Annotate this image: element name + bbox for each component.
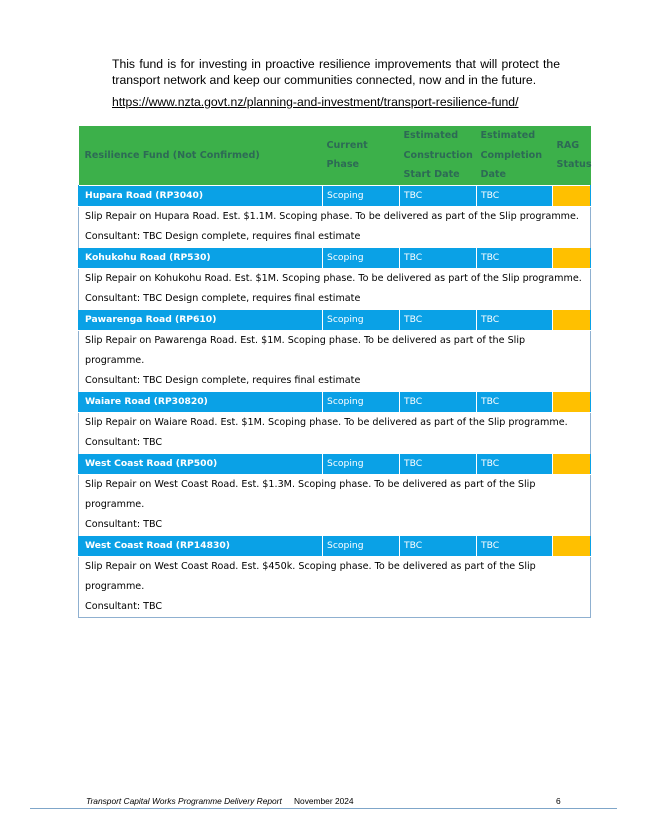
project-name: Kohukohu Road (RP530) [79, 247, 323, 268]
project-start: TBC [400, 391, 477, 412]
project-start: TBC [400, 185, 477, 206]
project-phase: Scoping [323, 391, 400, 412]
project-row [79, 535, 591, 556]
resilience-fund-link[interactable]: https://www.nzta.govt.nz/planning-and-investment/transport-resilience-fund/ [112, 95, 519, 109]
project-name: West Coast Road (RP14830) [79, 535, 323, 556]
project-row [79, 391, 591, 412]
project-description: Slip Repair on Kohukohu Road. Est. $1M. Scoping phase. To be delivered as part of the Slip programme. [85, 272, 582, 284]
project-row [79, 247, 591, 268]
project-name: Pawarenga Road (RP610) [79, 309, 323, 330]
project-description: Slip Repair on West Coast Road. Est. $1.3M. Scoping phase. To be delivered as part of the Slip programme. [85, 478, 536, 510]
project-description-row [79, 330, 591, 391]
footer-divider [30, 808, 617, 809]
project-description-row [79, 268, 591, 309]
footer-date: November 2024 [294, 796, 354, 806]
project-description-row [79, 206, 591, 247]
project-description-row [79, 412, 591, 453]
rag-status-indicator [553, 391, 591, 412]
rag-status-indicator [553, 453, 591, 474]
project-name: Waiare Road (RP30820) [79, 391, 323, 412]
project-phase: Scoping [323, 185, 400, 206]
project-consultant: Consultant: TBC [85, 518, 163, 530]
project-phase: Scoping [323, 535, 400, 556]
project-completion: TBC [477, 391, 553, 412]
project-consultant: Consultant: TBC [85, 436, 163, 448]
project-start: TBC [400, 309, 477, 330]
project-phase: Scoping [323, 453, 400, 474]
project-row [79, 309, 591, 330]
project-phase: Scoping [323, 247, 400, 268]
project-start: TBC [400, 535, 477, 556]
project-consultant: Consultant: TBC Design complete, requires final estimate [85, 230, 361, 242]
project-name: Hupara Road (RP3040) [79, 185, 323, 206]
project-description: Slip Repair on West Coast Road. Est. $450k. Scoping phase. To be delivered as part of the Slip programme. [85, 560, 536, 592]
project-phase: Scoping [323, 309, 400, 330]
project-name: West Coast Road (RP500) [79, 453, 323, 474]
project-description: Slip Repair on Waiare Road. Est. $1M. Scoping phase. To be delivered as part of the Slip programme. [85, 416, 568, 428]
project-start: TBC [400, 453, 477, 474]
project-description-row [79, 474, 591, 535]
project-row [79, 185, 591, 206]
project-completion: TBC [477, 309, 553, 330]
header-start-date: Estimated Construction Start Date [400, 126, 477, 185]
resilience-fund-table [78, 126, 591, 618]
rag-status-indicator [553, 309, 591, 330]
project-consultant: Consultant: TBC [85, 600, 163, 612]
footer-page-number: 6 [556, 796, 561, 806]
project-completion: TBC [477, 535, 553, 556]
header-completion-date: Estimated Completion Date [477, 126, 553, 185]
rag-status-indicator [553, 185, 591, 206]
header-fund: Resilience Fund (Not Confirmed) [79, 126, 323, 185]
project-consultant: Consultant: TBC Design complete, requires final estimate [85, 374, 361, 386]
project-description-row [79, 556, 591, 617]
project-row [79, 453, 591, 474]
rag-status-indicator [553, 247, 591, 268]
header-phase: Current Phase [323, 126, 400, 185]
header-rag-status: RAG Status [553, 126, 591, 185]
project-start: TBC [400, 247, 477, 268]
table-header-row [79, 126, 591, 185]
project-completion: TBC [477, 247, 553, 268]
intro-paragraph: This fund is for investing in proactive resilience improvements that will protect the transport network and keep our communities connected, now and in the future. [112, 57, 560, 87]
project-consultant: Consultant: TBC Design complete, requires final estimate [85, 292, 361, 304]
project-completion: TBC [477, 185, 553, 206]
footer-report-title: Transport Capital Works Programme Delivery Report [86, 796, 282, 806]
project-completion: TBC [477, 453, 553, 474]
project-description: Slip Repair on Pawarenga Road. Est. $1M. Scoping phase. To be delivered as part of the Slip programme. [85, 334, 526, 366]
project-description: Slip Repair on Hupara Road. Est. $1.1M. Scoping phase. To be delivered as part of the Slip programme. [85, 210, 579, 222]
rag-status-indicator [553, 535, 591, 556]
